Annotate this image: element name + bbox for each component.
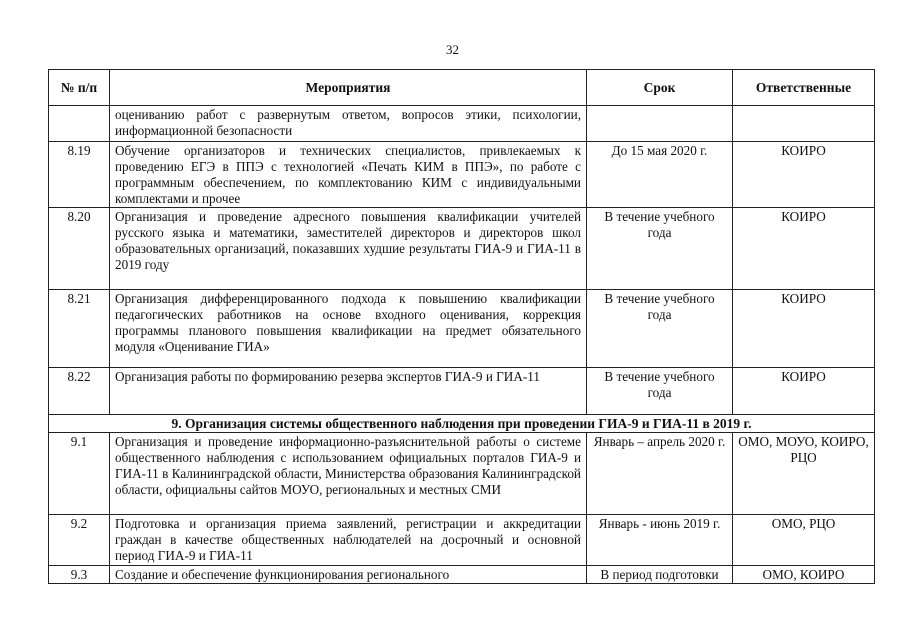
- row-event: Обучение организаторов и технических специалистов, привлекаемых к проведению ЕГЭ в ППЭ с технологией «Печать КИМ в ППЭ», по работе с программным обеспечением, по комплектованию КИМ с индивидуальными комплектами и прочее: [110, 142, 587, 208]
- row-num: 9.1: [49, 433, 110, 515]
- row-term: Январь - июнь 2019 г.: [587, 515, 733, 566]
- row-num: 8.21: [49, 290, 110, 368]
- table-row: [49, 142, 875, 208]
- row-responsible: ОМО, МОУО, КОИРО, РЦО: [733, 433, 875, 515]
- header-num: № п/п: [49, 70, 110, 106]
- row-event: Организация работы по формированию резерва экспертов ГИА-9 и ГИА-11: [110, 368, 587, 415]
- row-term: В течение учебного года: [587, 290, 733, 368]
- table-row: [49, 368, 875, 415]
- row-num: 8.19: [49, 142, 110, 208]
- row-event: Организация и проведение информационно-разъяснительной работы о системе общественного наблюдения с использованием официальных порталов ГИА-9 и ГИА-11 в Калининградской области, Министерства образования Калининградской области, официальны сайтов МОУО, региональных и местных СМИ: [110, 433, 587, 515]
- row-event: Организация и проведение адресного повышения квалификации учителей русского языка и математики, заместителей директоров и директоров школ образовательных организаций, показавших худшие результаты ГИА-9 и ГИА-11 в 2019 году: [110, 208, 587, 290]
- table-row: [49, 290, 875, 368]
- row-event: оцениванию работ с развернутым ответом, вопросов этики, психологии, информационной безопасности: [110, 106, 587, 142]
- row-event-text: Создание и обеспечение функционирования регионального: [115, 567, 450, 582]
- row-responsible: [733, 566, 875, 584]
- row-num: [49, 106, 110, 142]
- row-responsible: КОИРО: [733, 290, 875, 368]
- row-event: Подготовка и организация приема заявлений, регистрации и аккредитации граждан в качестве общественных наблюдателей на досрочный и основной период ГИА-9 и ГИА-11: [110, 515, 587, 566]
- table-row: [49, 433, 875, 515]
- table-row: [49, 208, 875, 290]
- row-term: До 15 мая 2020 г.: [587, 142, 733, 208]
- table-row: [49, 515, 875, 566]
- page-number: 32: [446, 42, 459, 57]
- row-num: 9.2: [49, 515, 110, 566]
- events-table: [48, 69, 875, 584]
- header-event: Мероприятия: [110, 70, 587, 106]
- row-term: [587, 566, 733, 584]
- row-term-text: В период подготовки: [600, 567, 719, 582]
- row-responsible: КОИРО: [733, 208, 875, 290]
- row-responsible: ОМО, РЦО: [733, 515, 875, 566]
- table-row: [49, 106, 875, 142]
- table-row: [49, 566, 875, 584]
- table-header-row: [49, 70, 875, 106]
- row-responsible-text: ОМО, КОИРО: [762, 567, 845, 582]
- row-term: В течение учебного года: [587, 208, 733, 290]
- row-term: В течение учебного года: [587, 368, 733, 415]
- row-num: 8.22: [49, 368, 110, 415]
- header-responsible: Ответственные: [733, 70, 875, 106]
- section-row: [49, 415, 875, 433]
- row-num: 8.20: [49, 208, 110, 290]
- row-term: [587, 106, 733, 142]
- row-num: 9.3: [49, 566, 110, 584]
- header-term: Срок: [587, 70, 733, 106]
- row-responsible: [733, 106, 875, 142]
- row-event: [110, 566, 587, 584]
- row-responsible: КОИРО: [733, 142, 875, 208]
- row-term: Январь – апрель 2020 г.: [587, 433, 733, 515]
- section-title: 9. Организация системы общественного наблюдения при проведении ГИА-9 и ГИА-11 в 2019 г.: [49, 415, 875, 433]
- row-event: Организация дифференцированного подхода к повышению квалификации педагогических работников на основе входного оценивания, коррекция программы планового повышения квалификации на предмет обязательного модуля «Оценивание ГИА»: [110, 290, 587, 368]
- row-responsible: КОИРО: [733, 368, 875, 415]
